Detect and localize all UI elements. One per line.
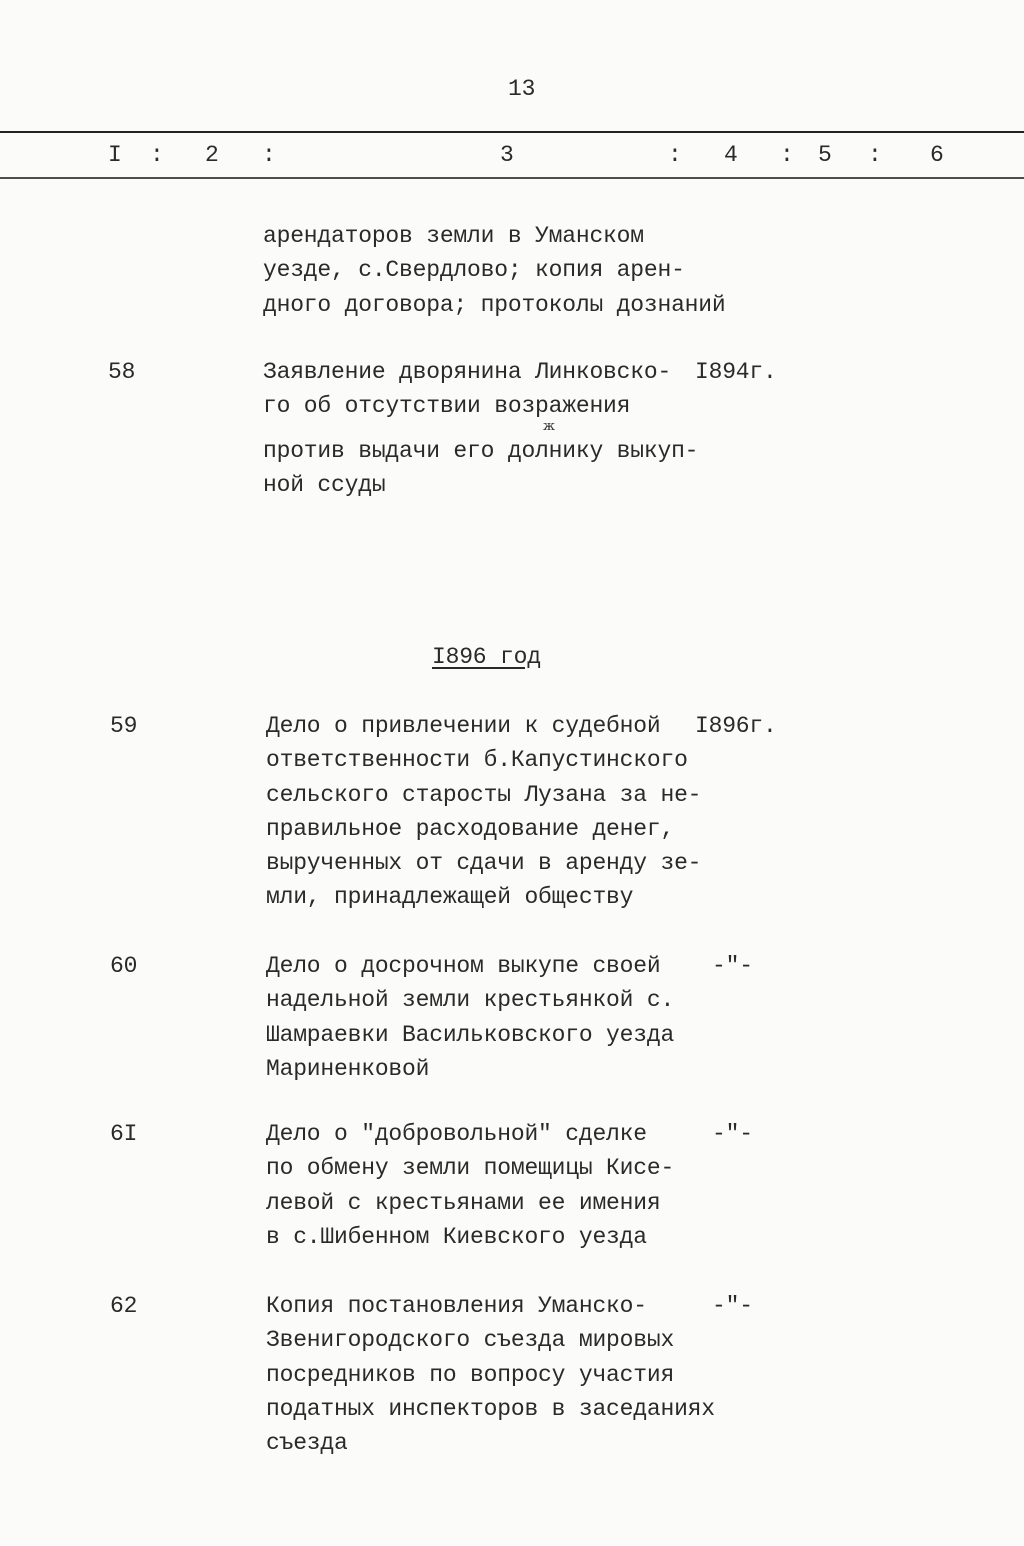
text-line: Звенигородского съезда мировых <box>266 1327 675 1354</box>
text-line: мли, принадлежащей обществу <box>266 884 634 911</box>
text-line: Мариненковой <box>266 1055 430 1082</box>
column-6-label: 6 <box>930 142 944 168</box>
column-separator: : <box>780 142 794 168</box>
column-2-label: 2 <box>205 142 219 168</box>
text-line: дного договора; протоколы дознаний <box>263 291 726 318</box>
text-line: ответственности б.Капустинского <box>266 747 688 774</box>
header-top-rule <box>0 131 1024 133</box>
text-line: по обмену земли помещицы Кисе- <box>266 1155 675 1182</box>
text-line: податных инспекторов в заседаниях <box>266 1395 715 1422</box>
text-line: левой с крестьянами ее имения <box>266 1189 661 1216</box>
entry-date: -"- <box>712 1121 753 1147</box>
entry-description <box>263 355 698 502</box>
column-separator: : <box>868 142 882 168</box>
text-line: посредников по вопросу участия <box>266 1361 675 1388</box>
text-line: правильное расходование денег, <box>266 815 675 842</box>
text-line: Копия постановления Уманско- <box>266 1293 647 1319</box>
entry-description <box>266 1117 674 1254</box>
entry-date: -"- <box>712 953 753 979</box>
entry-date: I896г. <box>695 713 777 739</box>
text-line: вырученных от сдачи в аренду зе- <box>266 850 702 877</box>
handwritten-correction: ж <box>543 419 555 434</box>
entry-date: -"- <box>712 1293 753 1319</box>
entry-number: 60 <box>110 953 138 979</box>
text-line: съезда <box>266 1430 348 1457</box>
column-separator: : <box>262 142 276 168</box>
entry-description <box>266 949 674 1086</box>
text-line: арендаторов земли в Уманском <box>263 223 644 249</box>
text-line: Заявление дворянина Линковско- <box>263 359 672 385</box>
text-line: Дело о привлечении к судебной <box>266 713 661 739</box>
column-4-label: 4 <box>724 142 738 168</box>
text-line: против выдачи его долнику выкуп- <box>263 437 699 464</box>
column-1-label: I <box>108 142 122 168</box>
entry-description <box>266 1289 715 1460</box>
entry-number: 6I <box>110 1121 138 1147</box>
header-bottom-rule <box>0 177 1024 179</box>
entry-number: 62 <box>110 1293 138 1319</box>
text-line: Дело о "добровольной" сделке <box>266 1121 647 1147</box>
column-separator: : <box>668 142 682 168</box>
text-line: сельского старосты Лузана за не- <box>266 781 702 808</box>
text-line: Шамраевки Васильковского уезда <box>266 1021 675 1048</box>
page-number: 13 <box>508 76 536 102</box>
text-line: в с.Шибенном Киевского уезда <box>266 1223 647 1250</box>
column-separator: : <box>150 142 164 168</box>
entry-number: 58 <box>108 359 136 385</box>
column-3-label: 3 <box>500 142 514 168</box>
text-line: надельной земли крестьянкой с. <box>266 987 675 1014</box>
text-line: го об отсутствии возражения <box>263 393 631 420</box>
section-heading: I896 год <box>432 644 541 670</box>
text-line: Дело о досрочном выкупе своей <box>266 953 661 979</box>
text-line: уезде, с.Свердлово; копия арен- <box>263 257 685 284</box>
continuation-text <box>263 219 725 322</box>
text-line: ной ссуды <box>263 471 386 498</box>
entry-number: 59 <box>110 713 138 739</box>
column-5-label: 5 <box>818 142 832 168</box>
entry-description <box>266 709 701 915</box>
entry-date: I894г. <box>695 359 777 385</box>
